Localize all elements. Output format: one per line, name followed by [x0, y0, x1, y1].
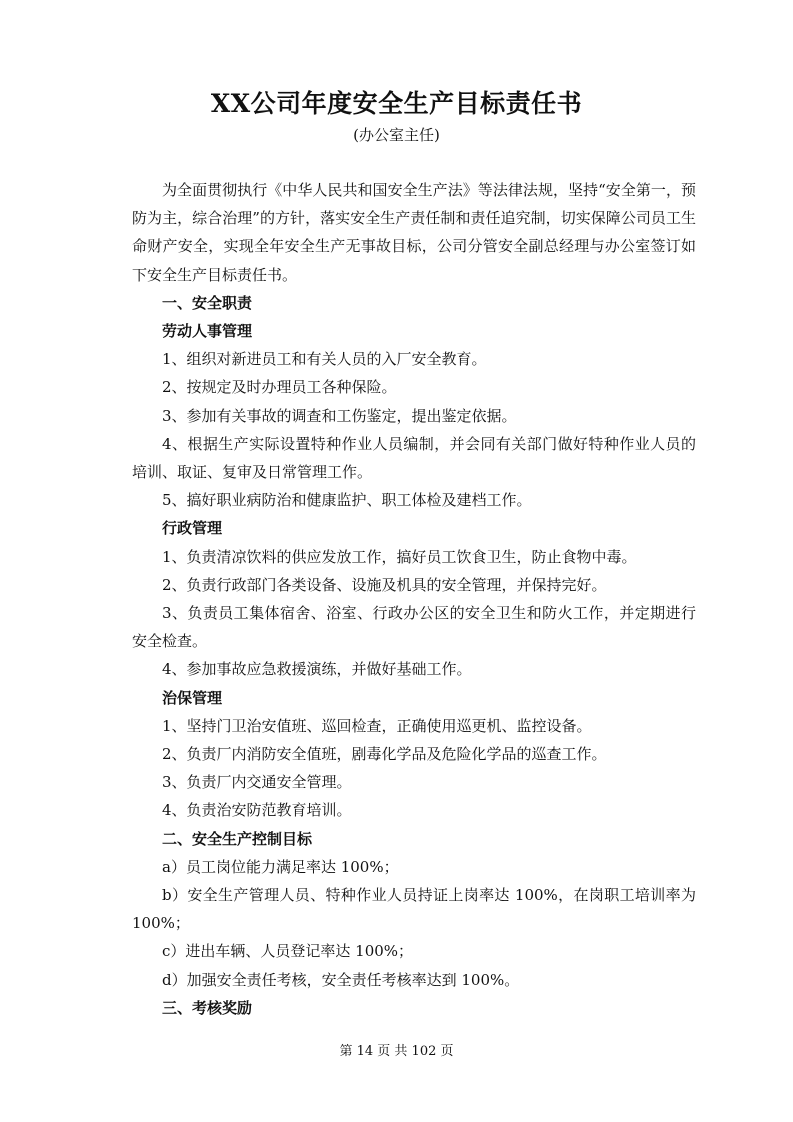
subheading-security: 治保管理	[162, 688, 223, 707]
subheading-admin: 行政管理	[162, 519, 223, 538]
section-heading-rewards: 三、考核奖励	[162, 998, 253, 1017]
subheading-labor: 劳动人事管理	[162, 322, 253, 341]
list-item: c）进出车辆、人员登记率达 100%；	[162, 942, 414, 961]
list-item: 1、组织对新进员工和有关人员的入厂安全教育。	[162, 350, 487, 369]
list-item: b）安全生产管理人员、特种作业人员持证上岗率达 100%，在岗职工培训率为 100%；	[132, 886, 696, 933]
list-item: 3、负责厂内交通安全管理。	[162, 773, 352, 792]
list-item: a）员工岗位能力满足率达 100%；	[162, 857, 399, 876]
list-item: 4、参加事故应急救援演练，并做好基础工作。	[162, 660, 472, 679]
list-item: 2、负责行政部门各类设备、设施及机具的安全管理，并保持完好。	[162, 575, 607, 594]
document-body	[132, 176, 696, 1022]
intro-paragraph: 为全面贯彻执行《中华人民共和国安全生产法》等法律法规，坚持“安全第一，预防为主，综合治理”的方针，落实安全生产责任制和责任追究制，切实保障公司员工生命财产安全，实现全年安全生产无事故目标，公司分管安全副总经理与办公室签订如下安全生产目标责任书。	[132, 181, 696, 284]
section-heading-duties: 一、安全职责	[162, 293, 253, 312]
document-title: XX公司年度安全生产目标责任书	[210, 89, 583, 118]
section-heading-targets: 二、安全生产控制目标	[162, 829, 313, 848]
list-item: 5、搞好职业病防治和健康监护、职工体检及建档工作。	[162, 491, 532, 510]
list-item: 4、根据生产实际设置特种作业人员编制，并会同有关部门做好特种作业人员的培训、取证、复审及日常管理工作。	[132, 434, 696, 482]
list-item: 2、负责厂内消防安全值班，剧毒化学品及危险化学品的巡查工作。	[162, 745, 607, 764]
list-item: 3、参加有关事故的调查和工伤鉴定，提出鉴定依据。	[162, 406, 517, 425]
list-item: 1、坚持门卫治安值班、巡回检查，正确使用巡更机、监控设备。	[162, 716, 592, 735]
list-item: 4、负责治安防范教育培训。	[162, 801, 352, 820]
list-item: 3、负责员工集体宿舍、浴室、行政办公区的安全卫生和防火工作，并定期进行安全检查。	[132, 604, 696, 651]
page-number-footer: 第 14 页 共 102 页	[339, 1044, 454, 1059]
document-subtitle: (办公室主任)	[353, 126, 440, 144]
list-item: 1、负责清凉饮料的供应发放工作，搞好员工饮食卫生，防止食物中毒。	[162, 547, 637, 566]
list-item: 2、按规定及时办理员工各种保险。	[162, 378, 397, 397]
list-item: d）加强安全责任考核，安全责任考核率达到 100%。	[162, 970, 520, 989]
